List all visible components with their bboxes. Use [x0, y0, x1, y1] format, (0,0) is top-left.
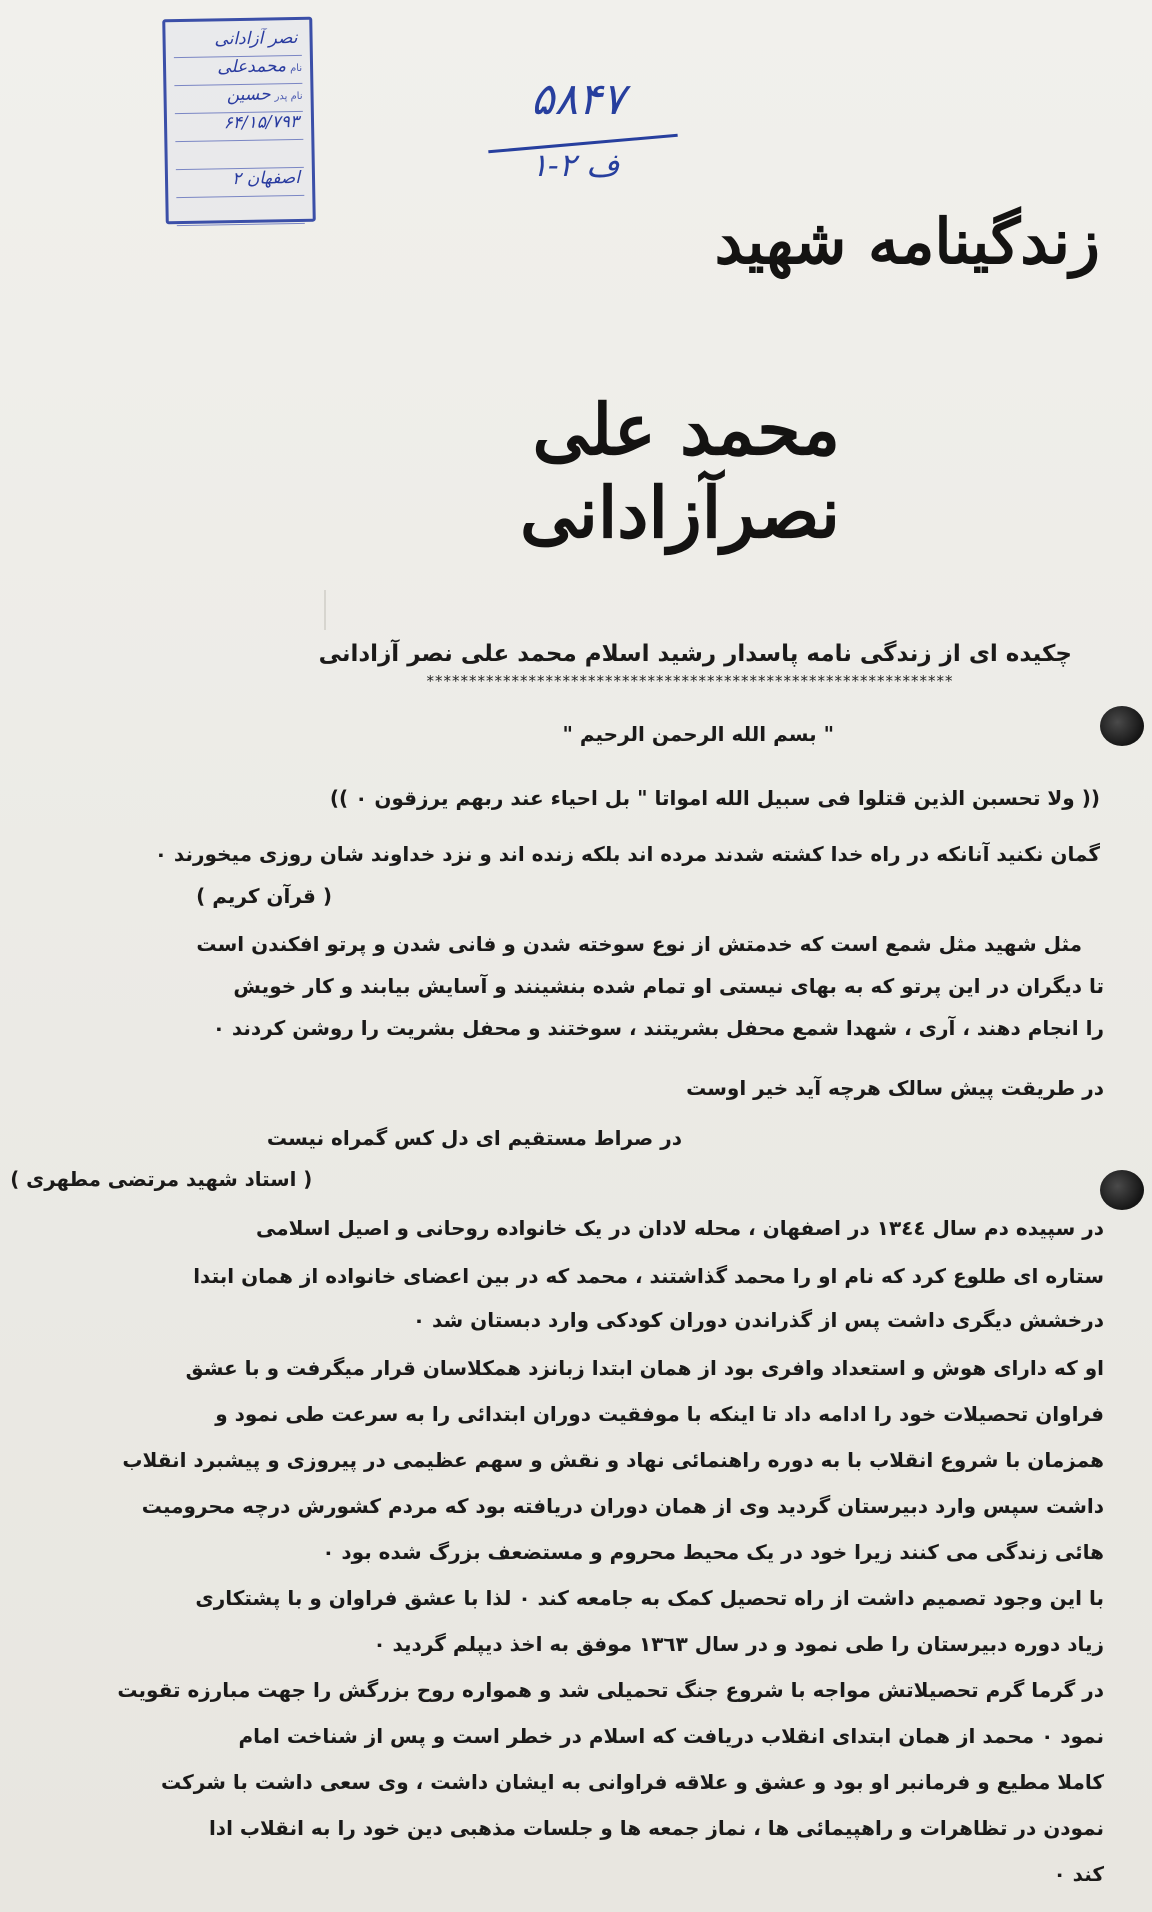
page-title: زندگینامه شهید [714, 205, 1100, 278]
paragraph-line: نمود ٠ محمد از همان ابتدای انقلاب دریافت که اسلام در خطر است و پس از شناخت امام [238, 1724, 1104, 1748]
poem-line: در صراط مستقیم ای دل کس گمراه نیست [266, 1126, 682, 1150]
stamp-row [173, 28, 301, 58]
file-number: ۵۸۴۷ [530, 74, 626, 125]
paragraph-line: ستاره ای طلوع کرد که نام او را محمد گذاشتند ، محمد که در بین اعضای خانواده از همان ابتدا [193, 1264, 1104, 1288]
quran-verse: (( ولا تحسبن الذین قتلوا فی سبیل الله امواتا " بل احیاء عند ربهم یرزقون ٠ )) [329, 786, 1100, 810]
paragraph-line: او که دارای هوش و استعداد وافری بود از همان ابتدا زبانزد همکلاسان قرار میگرفت و با عشق [185, 1356, 1104, 1380]
paragraph-line: همزمان با شروع انقلاب با به دوره راهنمائی نهاد و نقش و سهم عظیمی در پیروزی و پیشبرد انقلاب [122, 1448, 1104, 1472]
punch-hole [1100, 706, 1144, 746]
stamp-value: حسین [226, 84, 271, 106]
bismillah: " بسم الله الرحمن الرحیم " [562, 722, 834, 746]
poem-line: در طریقت پیش سالک هرچه آید خیر اوست [686, 1076, 1104, 1100]
paragraph-line: مثل شهید مثل شمع است که خدمتش از نوع سوخته شدن و فانی شدن و پرتو افکندن است [196, 932, 1082, 956]
paragraph-line: هائی زندگی می کنند زیرا خود در یک محیط محروم و مستضعف بزرگ شده بود ٠ [322, 1540, 1104, 1564]
poem-source: ( استاد شهید مرتضی مطهری ) [10, 1167, 312, 1191]
stamp-label: نام پدر [274, 90, 303, 103]
stamp-row [174, 56, 302, 86]
paragraph-line: در گرما گرم تحصیلاتش مواجه با شروع جنگ تحمیلی شد و همواره روح بزرگش را جهت مبارزه تقویت [117, 1678, 1104, 1702]
verse-translation: گمان نکنید آنانکه در راه خدا کشته شدند مرده اند بلکه زنده اند و نزد خداوند شان روزی میخورند ٠ [154, 842, 1100, 866]
paragraph-line: در سپیده دم سال ١٣٤٤ در اصفهان ، محله لادان در یک خانواده روحانی و اصیل اسلامی [256, 1216, 1104, 1240]
stamp-value: ۶۴/۱۵/۷۹۳ [223, 111, 300, 134]
paragraph-line: داشت سپس وارد دبیرستان گردید وی از همان دوران دریافته بود که مردم کشورش درچه محرومیت [141, 1494, 1104, 1518]
paragraph-line: فراوان تحصیلات خود را ادامه داد تا اینکه با موفقیت دوران ابتدائی را به سرعت طی نمود و [215, 1402, 1104, 1426]
paragraph-line: درخشش دیگری داشت پس از گذراندن دوران کودکی وارد دبستان شد ٠ [412, 1308, 1104, 1332]
punch-hole [1100, 1170, 1144, 1210]
stamp-row [176, 168, 304, 198]
stamp-row [174, 84, 302, 114]
subtitle: چکیده ای از زندگی نامه پاسدار رشید اسلام محمد علی نصر آزادانی [318, 641, 1072, 667]
paragraph-line: را انجام دهند ، آری ، شهدا شمع محفل بشریتند ، سوختند و محفل بشریت را روشن کردند ٠ [212, 1016, 1104, 1040]
file-code: ف ۲-۱ [530, 146, 620, 184]
paragraph-line: با این وجود تصمیم داشت از راه تحصیل کمک به جامعه کند ٠ لذا با عشق فراوان و با پشتکاری [195, 1586, 1104, 1610]
stamp-value: محمدعلی [217, 56, 287, 78]
stamp-row [175, 140, 303, 170]
paper-fold-mark [324, 590, 326, 630]
translation-source: ( قرآن کریم ) [196, 884, 332, 908]
stamp-value: اصفهان ۲ [232, 167, 301, 190]
stamp-row [175, 112, 303, 142]
stamp-label: نام [289, 62, 303, 75]
star-divider: ************************************************************** [426, 672, 954, 690]
archive-stamp [162, 17, 316, 225]
paragraph-line: زیاد دوره دبیرستان را طی نمود و در سال ١٣٦٣ موفق به اخذ دیپلم گردید ٠ [373, 1632, 1104, 1656]
martyr-name: محمد علی نصرآزادانی [520, 388, 840, 554]
paragraph-line: کند ٠ [1053, 1862, 1104, 1886]
stamp-value: نصر آزادانی [214, 27, 298, 50]
paragraph-line: تا دیگران در این پرتو که به بهای نیستی او تمام شده بنشینند و آسایش بیابند و کار خویش [233, 974, 1104, 998]
paragraph-line: نمودن در تظاهرات و راهپیمائی ها ، نماز جمعه ها و جلسات مذهبی دین خود را به انقلاب ادا [208, 1816, 1104, 1840]
paragraph-line: کاملا مطیع و فرمانبر او بود و عشق و علاقه فراوانی به ایشان داشت ، وی سعی داشت با شرکت [160, 1770, 1104, 1794]
